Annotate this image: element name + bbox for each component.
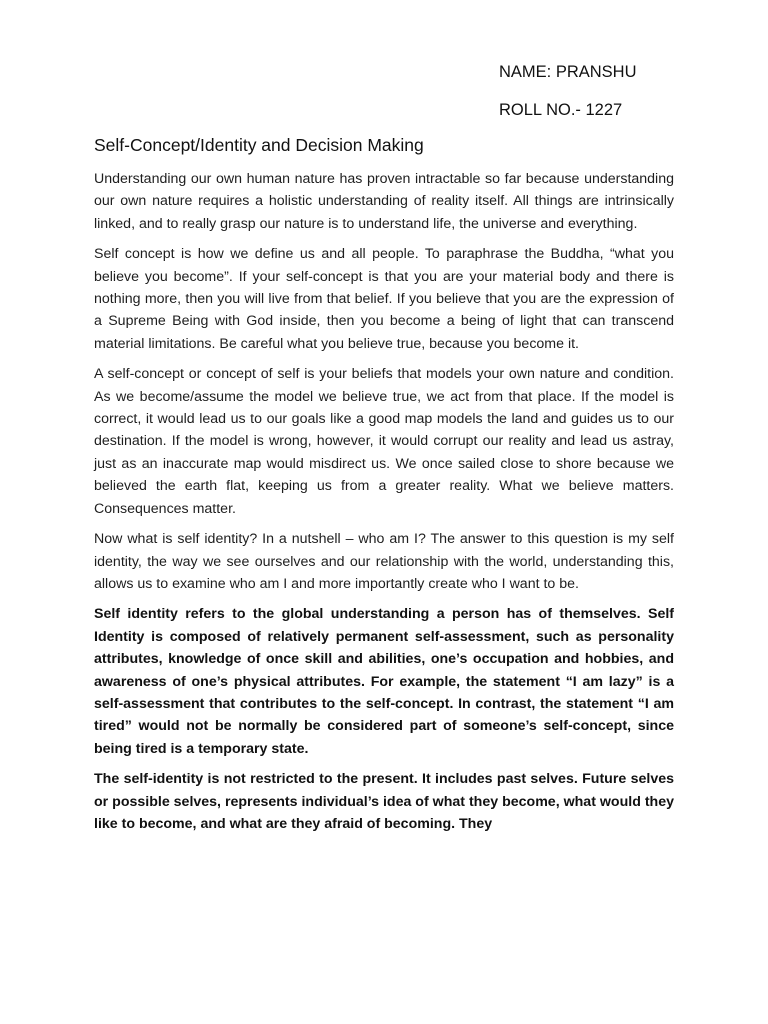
- paragraph: A self-concept or concept of self is your beliefs that models your own nature and condition. As we become/assume the model we believe true, we act from that place. If the model is correct, it would lead us to our goals like a good map models the land and guides us to our destination. If the model is wrong, however, it would corrupt our reality and lead us astray, just as an inaccurate map would misdirect us. We once sailed close to shore because we believed the earth flat, keeping us from a greater reality. What we believe matters. Consequences matter.: [94, 366, 674, 517]
- paragraph: Self concept is how we define us and all people. To paraphrase the Buddha, “what you believe you become”. If your self-concept is that you are your material body and there is nothing more, then you will live from that belief. If you believe that you are the expression of a Supreme Being with God inside, then you become a being of light that can transcend material limitations. Be careful what you believe true, because you become it.: [94, 246, 674, 352]
- paragraph: Now what is self identity? In a nutshell – who am I? The answer to this question is my self identity, the way we see ourselves and our relationship with the world, understanding this, allows us to examine who am I and more importantly create who I want to be.: [94, 531, 674, 592]
- paragraph: Understanding our own human nature has proven intractable so far because understanding our own nature requires a holistic understanding of reality itself. All things are intrinsically linked, and to really grasp our nature is to understand life, the universe and everything.: [94, 171, 674, 232]
- paragraph: Self identity refers to the global understanding a person has of themselves. Self Identity is composed of relatively permanent self-assessment, such as personality attributes, knowledge of once skill and abilities, one’s occupation and hobbies, and awareness of one’s physical attributes. For example, the statement “I am lazy” is a self-assessment that contributes to the self-concept. In contrast, the statement “I am tired” would not be normally be considered part of someone’s self-concept, since being tired is a temporary state.: [94, 606, 674, 757]
- paragraph: The self-identity is not restricted to the present. It includes past selves. Future selves or possible selves, represents individual’s idea of what they become, what would they like to become, and what are they afraid of becoming. They: [94, 771, 674, 832]
- document-title: Self-Concept/Identity and Decision Making: [94, 135, 424, 155]
- student-info: [499, 62, 637, 120]
- roll-number: ROLL NO.- 1227: [499, 101, 623, 119]
- document-body: [94, 168, 674, 843]
- student-name: NAME: PRANSHU: [499, 63, 637, 81]
